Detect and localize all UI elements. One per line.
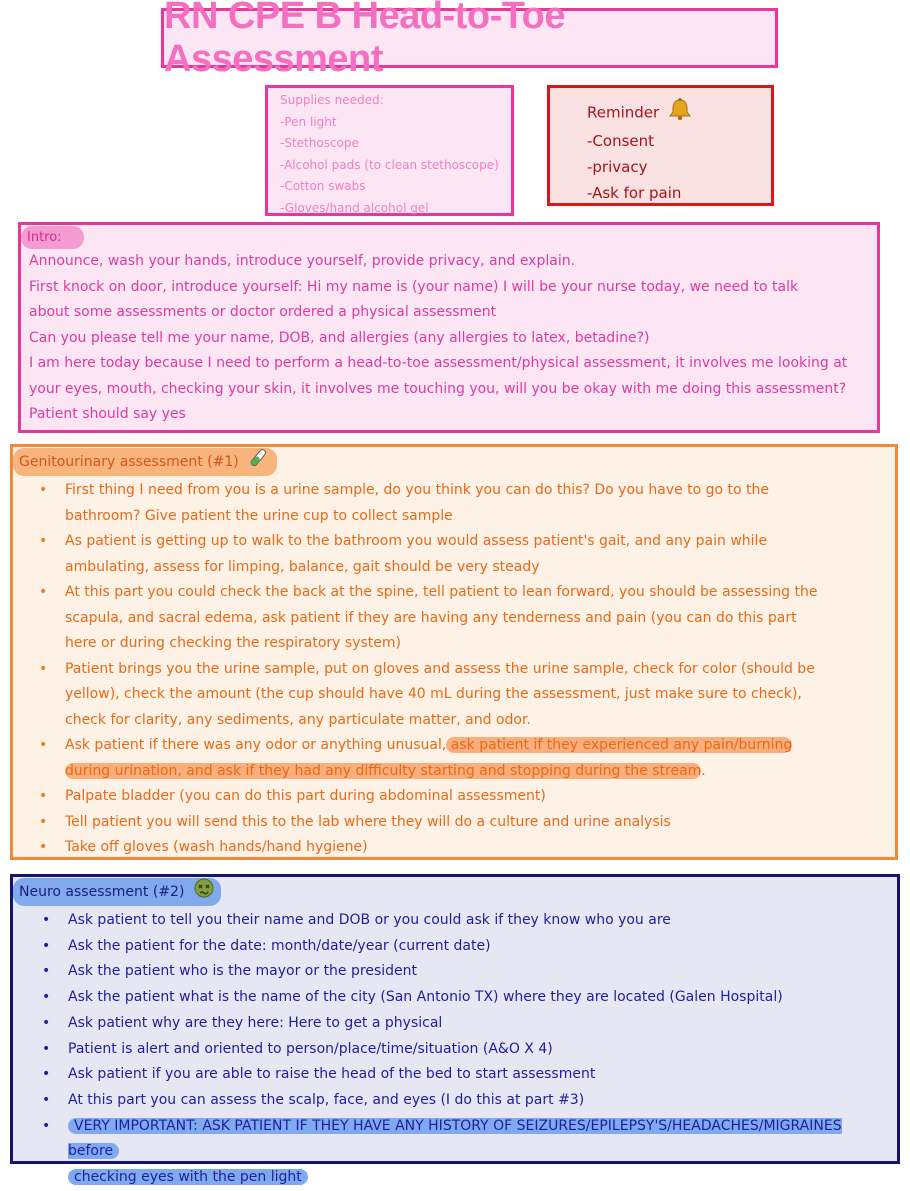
intro-line: Announce, wash your hands, introduce yourself, provide privacy, and explain.	[29, 253, 576, 269]
list-item: • Palpate bladder (you can do this part during abdominal assessment)	[65, 784, 895, 810]
intro-line: I am here today because I need to perform a head-to-toe assessment/physical assessment, it involves me looking at	[29, 355, 848, 371]
reminder-item: -privacy	[587, 158, 648, 176]
supply-item: -Alcohol pads (to clean stethoscope)	[280, 157, 499, 172]
list-item: • Ask patient why are they here: Here to get a physical	[68, 1011, 897, 1037]
supply-item: -Cotton swabs	[280, 179, 366, 193]
reminder-item: -Ask for pain	[587, 184, 682, 202]
neuro-heading-text: Neuro assessment (#2)	[19, 884, 185, 900]
intro-heading: Intro:	[21, 226, 84, 249]
list-item: • Ask the patient what is the name of the city (San Antonio TX) where they are located (Galen Hospital)	[68, 985, 897, 1011]
item-text: Ask patient if there was any odor or anything unusual,	[65, 737, 447, 753]
list-item: • First thing I need from you is a urine sample, do you think you can do this? Do you have to go to the bathroom? Give patient the urine cup to collect sample	[65, 478, 895, 529]
intro-section	[18, 222, 880, 433]
list-item: • Patient brings you the urine sample, put on gloves and assess the urine sample, check for color (should be yellow), check the amount (the cup should have 40 mL during the assessment, just make sure to check), check for clarity, any sediments, any particulate matter, and odor.	[65, 657, 895, 734]
highlighted-text: ask patient if they experienced any pain/burning	[446, 737, 793, 753]
list-item: • As patient is getting up to walk to the bathroom you would assess patient's gait, and any pain while ambulating, assess for limping, balance, gait should be very steady	[65, 529, 895, 580]
genitourinary-heading	[13, 448, 277, 476]
supply-item: -Gloves/hand alcohol gel	[280, 200, 429, 215]
bell-icon	[668, 98, 692, 128]
test-tube-icon	[247, 448, 269, 476]
title-box	[161, 0, 778, 80]
list-item: • Ask patient if you are able to raise the head of the bed to start assessment	[68, 1062, 897, 1088]
intro-line: your eyes, mouth, checking your skin, it involves me touching you, will you be okay with me doing this assessment?	[29, 380, 847, 397]
reminder-item: -Consent	[587, 132, 655, 150]
supply-item: -Pen light	[280, 114, 337, 129]
supplies-box	[265, 85, 514, 216]
highlighted-text: checking eyes with the pen light	[68, 1169, 308, 1185]
intro-line: Patient should say yes	[29, 406, 186, 422]
list-item: • Ask the patient for the date: month/date/year (current date)	[68, 934, 897, 960]
genitourinary-section	[10, 444, 898, 860]
supplies-heading: Supplies needed:	[280, 93, 384, 107]
list-item: • Tell patient you will send this to the lab where they will do a culture and urine analysis	[65, 810, 895, 836]
page-title: RN CPE B Head-to-Toe Assessment	[164, 0, 565, 80]
highlighted-text: VERY IMPORTANT: ASK PATIENT IF THEY HAVE ANY HISTORY OF SEIZURES/EPILEPSY'S/HEADACHES/MIGRAINES before	[68, 1117, 842, 1160]
highlighted-text: during urination, and ask if they had any difficulty starting and stopping during the stream	[65, 762, 702, 779]
list-item: • Ask patient if there was any odor or anything unusual, ask patient if they experienced any pain/burning during urination, and ask if they had any difficulty starting and stopping during the stream.	[65, 733, 895, 784]
reminder-box	[547, 85, 774, 206]
neuro-heading	[13, 878, 221, 906]
list-item: • Patient is alert and oriented to person/place/time/situation (A&O X 4)	[68, 1037, 897, 1063]
list-item: • Ask the patient who is the mayor or the president	[68, 959, 897, 985]
reminder-heading-row	[587, 98, 771, 128]
reminder-heading: Reminder	[587, 103, 660, 122]
dizzy-face-icon	[193, 878, 215, 906]
list-item-important	[68, 1114, 897, 1191]
genitourinary-heading-text: Genitourinary assessment (#1)	[19, 454, 239, 470]
list-item: • At this part you can assess the scalp, face, and eyes (I do this at part #3)	[68, 1088, 897, 1114]
neuro-section	[10, 874, 900, 1186]
neuro-list	[21, 908, 897, 1191]
list-item: • At this part you could check the back at the spine, tell patient to lean forward, you should be assessing the scapula, and sacral edema, ask patient if they are having any tenderness and pain (you can do this part here or during checking the respiratory system)	[65, 580, 895, 657]
intro-line: Can you please tell me your name, DOB, and allergies (any allergies to latex, betadine?)	[29, 329, 650, 346]
list-item: • Take off gloves (wash hands/hand hygiene)	[65, 835, 895, 861]
intro-line: about some assessments or doctor ordered a physical assessment	[29, 304, 497, 320]
genitourinary-list	[21, 478, 895, 861]
intro-line: First knock on door, introduce yourself: Hi my name is (your name) I will be your nurse today, we need to talk	[29, 278, 799, 295]
list-item: • Ask patient to tell you their name and DOB or you could ask if they know who you are	[68, 908, 897, 934]
supply-item: -Stethoscope	[280, 136, 359, 150]
